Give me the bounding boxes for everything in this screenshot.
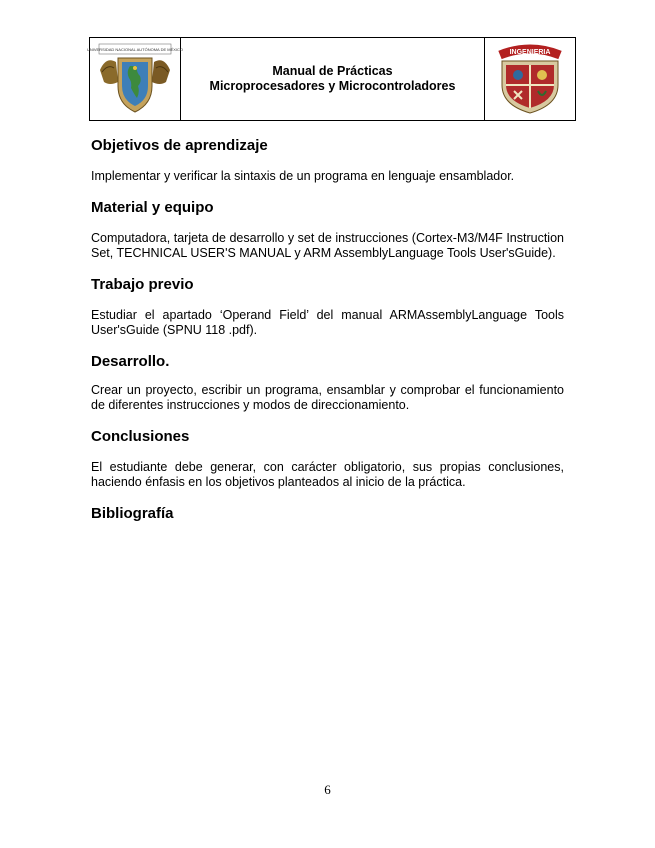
heading-material: Material y equipo	[91, 199, 214, 216]
course-title: Microprocesadores y Microcontroladores	[209, 79, 456, 93]
unam-logo-text: UNIVERSIDAD NACIONAL AUTÓNOMA DE MÉXICO	[86, 47, 184, 52]
unam-shield-logo	[86, 42, 184, 116]
unam-logo-cell	[86, 38, 184, 120]
body-conclusiones: El estudiante debe generar, con carácter obligatorio, sus propias conclusiones, haciendo énfasis en los objetivos planteados al inicio de la práctica.	[91, 460, 564, 489]
ingenieria-shield-logo	[492, 41, 568, 117]
page-content	[91, 136, 564, 523]
body-trabajo-previo: Estudiar el apartado ‘Operand Field’ del manual ARMAssemblyLanguage Tools User'sGuide (SPNU 118 .pdf).	[91, 308, 564, 337]
heading-objetivos: Objetivos de aprendizaje	[91, 137, 268, 154]
document-title	[181, 38, 484, 120]
heading-conclusiones: Conclusiones	[91, 428, 190, 445]
body-desarrollo: Crear un proyecto, escribir un programa, ensamblar y comprobar el funcionamiento de diferentes instrucciones y modos de direccionamiento.	[91, 383, 564, 412]
heading-bibliografia: Bibliografía	[91, 505, 174, 522]
heading-trabajo-previo: Trabajo previo	[91, 276, 194, 293]
body-objetivos: Implementar y verificar la sintaxis de un programa en lenguaje ensamblador.	[91, 169, 515, 183]
heading-desarrollo: Desarrollo.	[91, 353, 170, 370]
body-material: Computadora, tarjeta de desarrollo y set de instrucciones (Cortex-M3/M4F Instruction Set, TECHNICAL USER'S MANUAL y ARM AssemblyLanguage Tools User'sGuide).	[91, 231, 564, 260]
ingenieria-logo-cell	[484, 38, 575, 120]
page-header	[86, 37, 576, 121]
ingenieria-logo-text: INGENIERIA	[509, 49, 551, 56]
page-number: 6	[324, 782, 331, 797]
manual-title: Manual de Prácticas	[272, 64, 393, 78]
